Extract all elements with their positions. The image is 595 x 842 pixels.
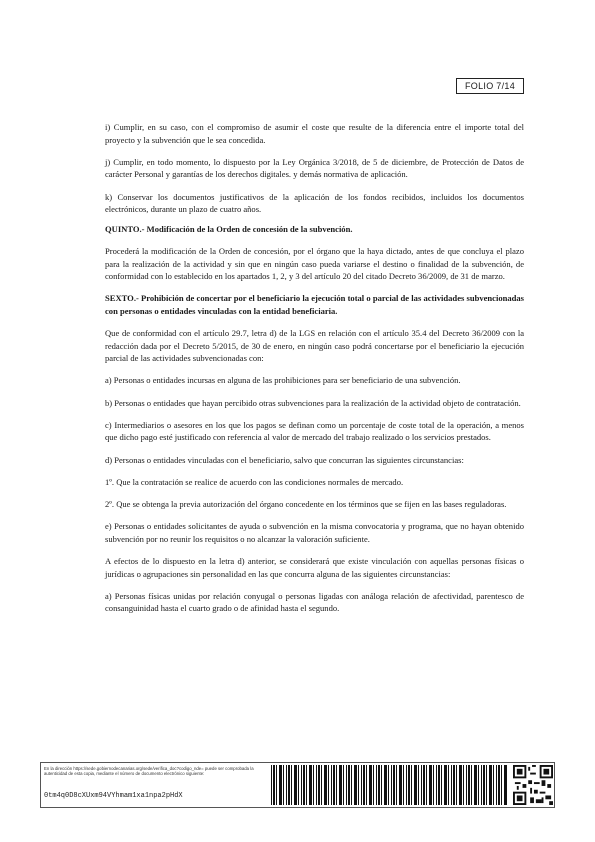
document-body	[105, 121, 524, 625]
list-item-a: a) Personas o entidades incursas en alguna de las prohibiciones para ser beneficiario de una subvención.	[105, 375, 461, 386]
list-item-vinculacion-a: a) Personas físicas unidas por relación conyugal o personas ligadas con análoga relación de afectividad, parentesco de consanguinidad hasta el cuarto grado o de afinidad hasta el segundo.	[105, 590, 524, 614]
list-item-d1: 1º. Que la contratación se realice de acuerdo con las condiciones normales de mercado.	[105, 476, 404, 487]
paragraph-vinculacion: A efectos de lo dispuesto en la letra d) anterior, se considerará que existe vinculación con aquellas personas físicas o jurídicas o agrupaciones sin personalidad en las que concurra alguna de las siguientes circunstancias:	[105, 555, 524, 579]
document-code: 0tm4q0D8cXUxm94VYhmam1xa1npa2pHdX	[44, 792, 183, 800]
folio-box: FOLIO 7/14	[456, 78, 524, 94]
verification-footer	[40, 762, 555, 808]
barcode-icon	[271, 765, 507, 805]
paragraph-k: k) Conservar los documentos justificativos de la aplicación de los fondos recibidos, incluidos los documentos electrónicos, durante un plazo de cuatro años.	[105, 191, 524, 215]
list-item-c: c) Intermediarios o asesores en los que los pagos se definan como un porcentaje de coste total de la operación, a menos que dicho pago esté justificado con referencia al valor de mercado del trabajo realizado o los servicios prestados.	[105, 419, 524, 443]
paragraph-quinto: Procederá la modificación de la Orden de concesión, por el órgano que la haya dictado, antes de que concluya el plazo para la realización de la actividad y sin que en ningún caso pueda variarse el destino o finalidad de la subvención, de conformidad con lo establecido en los apartados 1, 2, y 3 del artículo 20 del citado Decreto 36/2009, de 31 de marzo.	[105, 245, 524, 282]
section-heading-quinto	[105, 223, 524, 236]
paragraph-sexto-intro: Que de conformidad con el artículo 29.7, letra d) de la LGS en relación con el artículo 35.4 del Decreto 36/2009 con la redacción dada por el Decreto 5/2015, de 30 de enero, en ningún caso podrá concertarse por el beneficiario la ejecución parcial de las actividades subvencionadas con:	[105, 328, 524, 364]
quinto-heading-text: QUINTO.- Modificación de la Orden de concesión de la subvención.	[105, 223, 353, 234]
list-item-d: d) Personas o entidades vinculadas con el beneficiario, salvo que concurran las siguientes circunstancias:	[105, 454, 464, 465]
sexto-heading-text: SEXTO.- Prohibición de concertar por el beneficiario la ejecución total o parcial de las actividades subvencionadas con personas o entidades vinculadas con la entidad beneficiaria.	[105, 293, 524, 316]
verification-text: En la dirección https://sede.gobiernodecanarias.org/sede/verifica_doc?codigo_nde= puede ser comprobada la autenticidad de esta copia, mediante el número de documento electrónico siguiente:	[44, 766, 254, 776]
paragraph-i: i) Cumplir, en su caso, con el compromiso de asumir el coste que resulte de la diferencia entre el importe total del proyecto y la subvención que le sea concedida.	[105, 122, 524, 145]
list-item-e: e) Personas o entidades solicitantes de ayuda o subvención en la misma convocatoria y programa, que no hayan obtenido subvención por no reunir los requisitos o no alcanzar la valoración suficiente.	[105, 521, 524, 544]
list-item-d2: 2º. Que se obtenga la previa autorización del órgano concedente en los términos que se fijen en las bases reguladoras.	[105, 499, 507, 509]
paragraph-j: j) Cumplir, en todo momento, lo dispuesto por la Ley Orgánica 3/2018, de 5 de diciembre, de Protección de Datos de carácter Personal y garantías de los derechos digitales. y demás normativa de aplicación.	[105, 156, 524, 180]
qr-code-icon	[513, 765, 553, 805]
section-heading-sexto	[105, 292, 524, 317]
list-item-b: b) Personas o entidades que hayan percibido otras subvenciones para la realización de la actividad objeto de contratación.	[105, 397, 521, 408]
